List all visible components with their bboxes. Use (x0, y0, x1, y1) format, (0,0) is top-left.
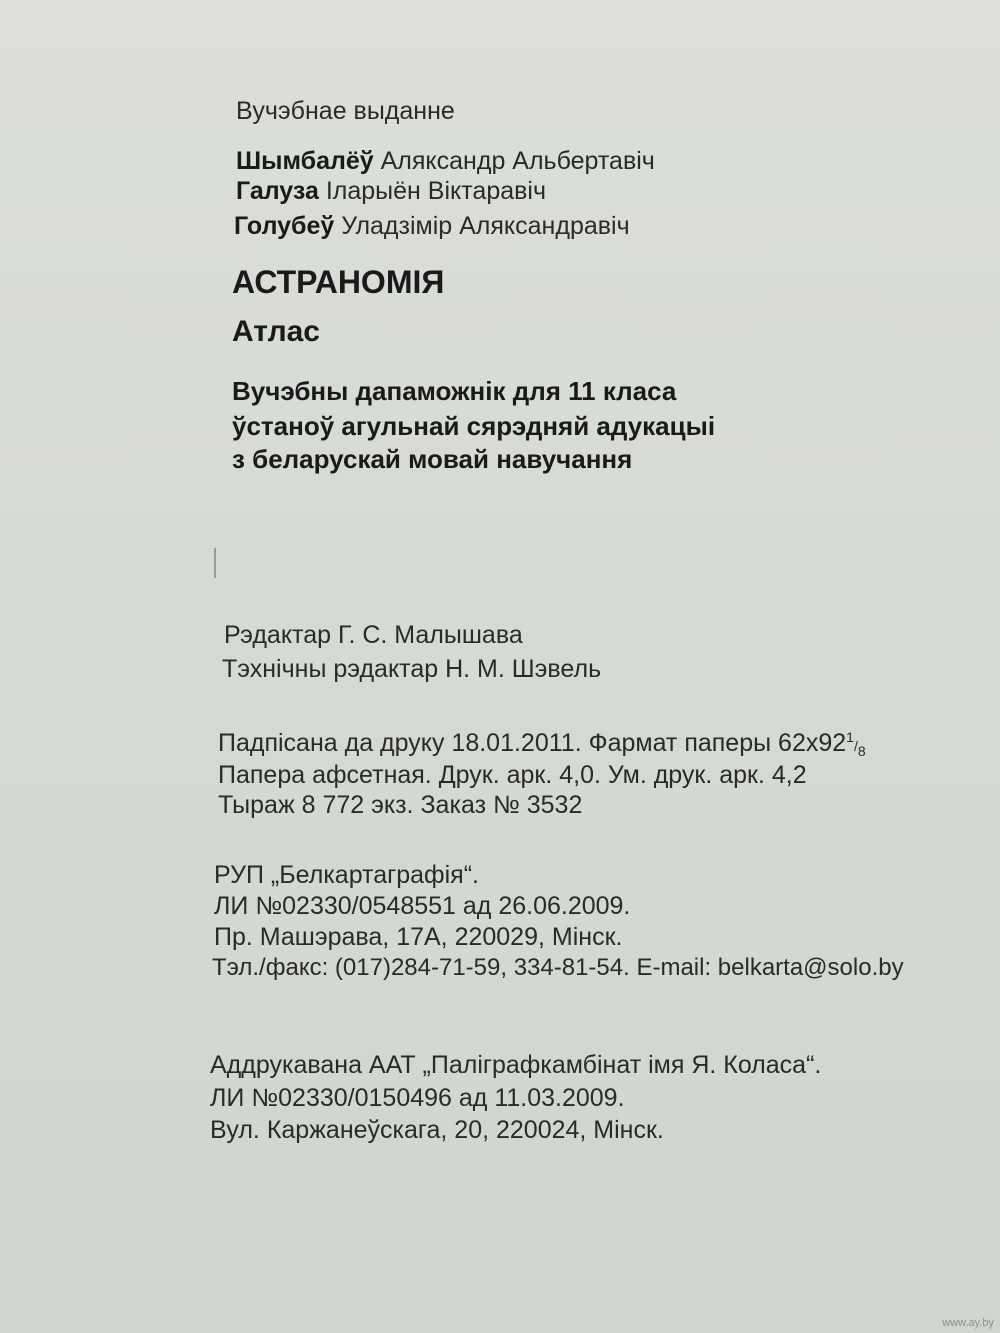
fraction-slash: / (853, 738, 858, 754)
paper-edge-mark (214, 548, 216, 578)
description-line-1: Вучэбны дапаможнік для 11 класа (232, 376, 677, 406)
printer-address: Вул. Каржанеўскага, 20, 220024, Мінск. (210, 1116, 664, 1144)
author-1-surname: Шымбалёў (236, 147, 374, 175)
book-subtitle: Атлас (232, 315, 320, 348)
edition-type: Вучэбнае выданне (236, 97, 455, 125)
description-line-3: з беларускай мовай навучання (232, 444, 633, 474)
print-info-line-2: Папера афсетная. Друк. арк. 4,0. Ум. друк. арк. 4,2 (218, 761, 807, 789)
print-info-line-1-text: Падпісана да друку 18.01.2011. Фармат паперы 62х92 (218, 729, 847, 757)
book-description (232, 376, 715, 475)
printer-license: ЛИ №02330/0150496 ад 11.03.2009. (210, 1084, 625, 1112)
printer-name: Аддрукавана ААТ „Паліграфкамбінат імя Я. Коласа“. (210, 1051, 822, 1079)
editor: Рэдактар Г. С. Малышава (224, 621, 523, 649)
publisher-address: Пр. Машэрава, 17А, 220029, Мінск. (214, 923, 623, 951)
author-1 (236, 146, 655, 176)
description-line-2: ўстаноў агульнай сярэдняй адукацыі (232, 411, 716, 441)
author-2-surname: Галуза (236, 177, 319, 205)
author-2 (236, 176, 546, 206)
book-title: АСТРАНОМІЯ (232, 264, 445, 300)
publisher-name: РУП „Белкартаграфія“. (214, 861, 479, 889)
author-3-surname: Голубеў (234, 212, 335, 240)
publisher-license: ЛИ №02330/0548551 ад 26.06.2009. (214, 892, 631, 920)
fraction-numerator: 1 (846, 729, 854, 745)
publisher-contacts: Тэл./факс: (017)284-71-59, 334-81-54. E-mail: belkarta@solo.by (212, 954, 904, 981)
print-info-line-1 (218, 728, 866, 761)
print-info-line-3: Тыраж 8 772 экз. Заказ № 3532 (218, 791, 583, 819)
author-1-given: Аляксандр Альбертавіч (380, 147, 655, 175)
author-3-given: Уладзімір Аляксандравіч (341, 212, 630, 240)
site-watermark: www.ay.by (942, 1317, 994, 1329)
fraction-denominator: 8 (857, 743, 866, 759)
tech-editor: Тэхнічны рэдактар Н. М. Шэвель (222, 655, 602, 683)
format-fraction (846, 729, 866, 759)
author-2-given: Іларыён Віктаравіч (325, 177, 546, 205)
author-3 (234, 211, 630, 241)
